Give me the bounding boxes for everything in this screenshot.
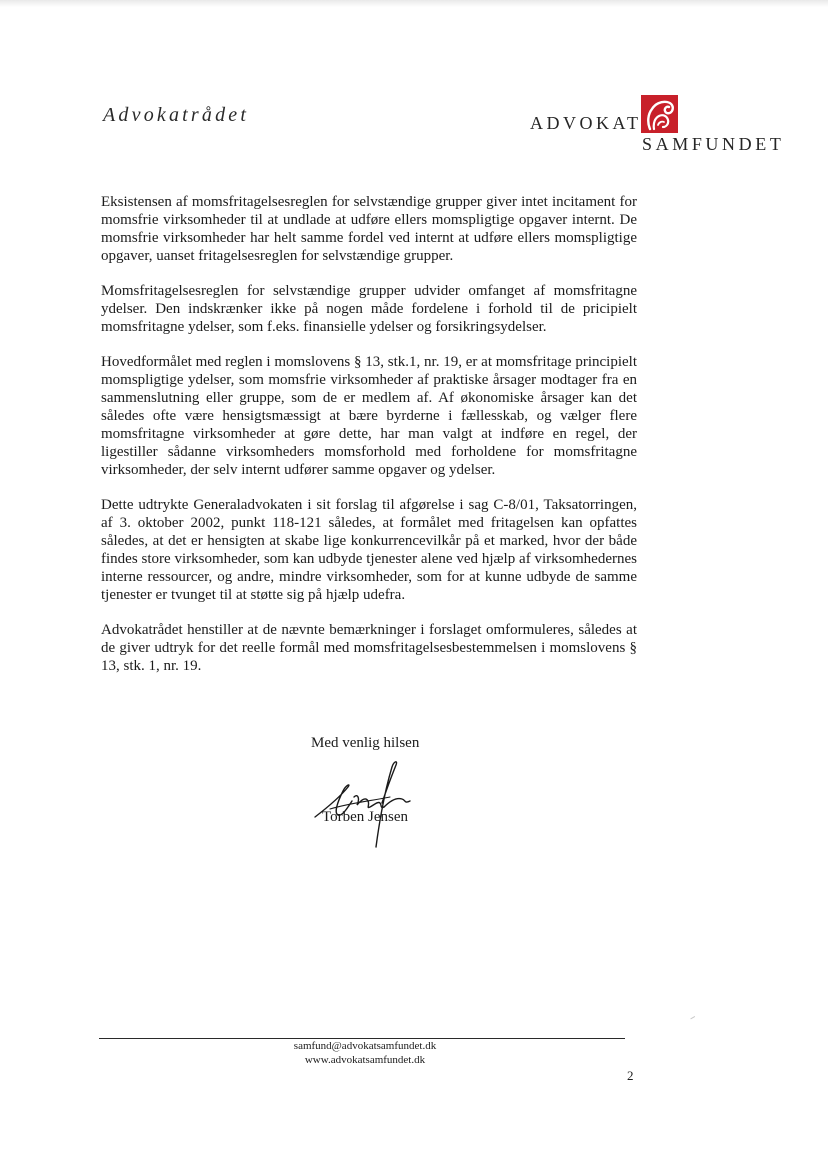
- logo-word-samfundet: SAMFUNDET: [642, 134, 785, 154]
- paragraph-4: Dette udtrykte Generaladvokaten i sit forslag til afgørelse i sag C-8/01, Taksatorringen, af 3. oktober 2002, punkt 118-121 således, at formålet med fritagelsen kan opfattes således, at det er hensigten at skabe lige konkurrencevilkår på et marked, hvor der både findes store virksomheder, som kan udbyde tjenester alene ved hjælp af virksomhedernes interne ressourcer, og andre, mindre virksomheder, som for at kunne udbyde de samme tjenester er tvunget til at støtte sig på hjælp udefra.: [101, 497, 637, 603]
- department-title: Advokatrådet: [103, 104, 250, 126]
- footer-divider: [99, 1038, 625, 1039]
- advokatsamfundet-logo: [530, 95, 785, 157]
- closing-greeting: Med venlig hilsen: [311, 735, 420, 751]
- logo-emblem-icon: [641, 95, 678, 133]
- handwritten-signature: [310, 757, 420, 849]
- footer-website: www.advokatsamfundet.dk: [304, 1054, 426, 1066]
- scan-edge: [0, 0, 828, 7]
- page-number: 2: [627, 1068, 634, 1083]
- footer-email: samfund@advokatsamfundet.dk: [293, 1040, 437, 1052]
- paragraph-1: Eksistensen af momsfritagelsesreglen for selvstændige grupper giver intet incitament for momsfrie virksomheder til at undlade at udføre ellers momspligtige opgaver internt. De momsfrie virksomheder har helt samme fordel ved internt at udføre ellers momspligtige opgaver, uanset fritagelsesreglen for selvstændige grupper.: [101, 194, 637, 264]
- paragraph-3: Hovedformålet med reglen i momslovens § 13, stk.1, nr. 19, er at momsfritage principielt momspligtige ydelser, som momsfrie virksomheder af praktiske årsager modtager fra en sammenslutning eller gruppe, som de er medlem af. Af økonomiske årsager kan det således ofte være hensigtsmæssigt at bære byrderne i fællesskab, og vælger flere momsfritagne virksomheder at gøre dette, har man valgt at indføre en regel, der ligestiller sådanne virksomheders momsforhold med forholdene for momsfritagne virksomheder, der selv internt udfører samme opgaver og ydelser.: [101, 354, 637, 478]
- letter-body: [101, 193, 637, 692]
- paragraph-5: Advokatrådet henstiller at de nævnte bemærkninger i forslaget omformuleres, således at de giver udtryk for det reelle formål med momsfritagelsesbestemmelsen i momslovens § 13, stk. 1, nr. 19.: [101, 622, 637, 674]
- scan-speck: [690, 1016, 696, 1022]
- paragraph-2: Momsfritagelsesreglen for selvstændige grupper udvider omfanget af momsfritagne ydelser. Den indskrænker ikke på nogen måde fordelene i forhold til de pricipielt momsfritagne ydelser, som f.eks. finansielle ydelser og forsikringsydelser.: [101, 283, 637, 335]
- signer-name: Torben Jensen: [322, 809, 409, 825]
- logo-word-advokat: ADVOKAT: [530, 113, 642, 133]
